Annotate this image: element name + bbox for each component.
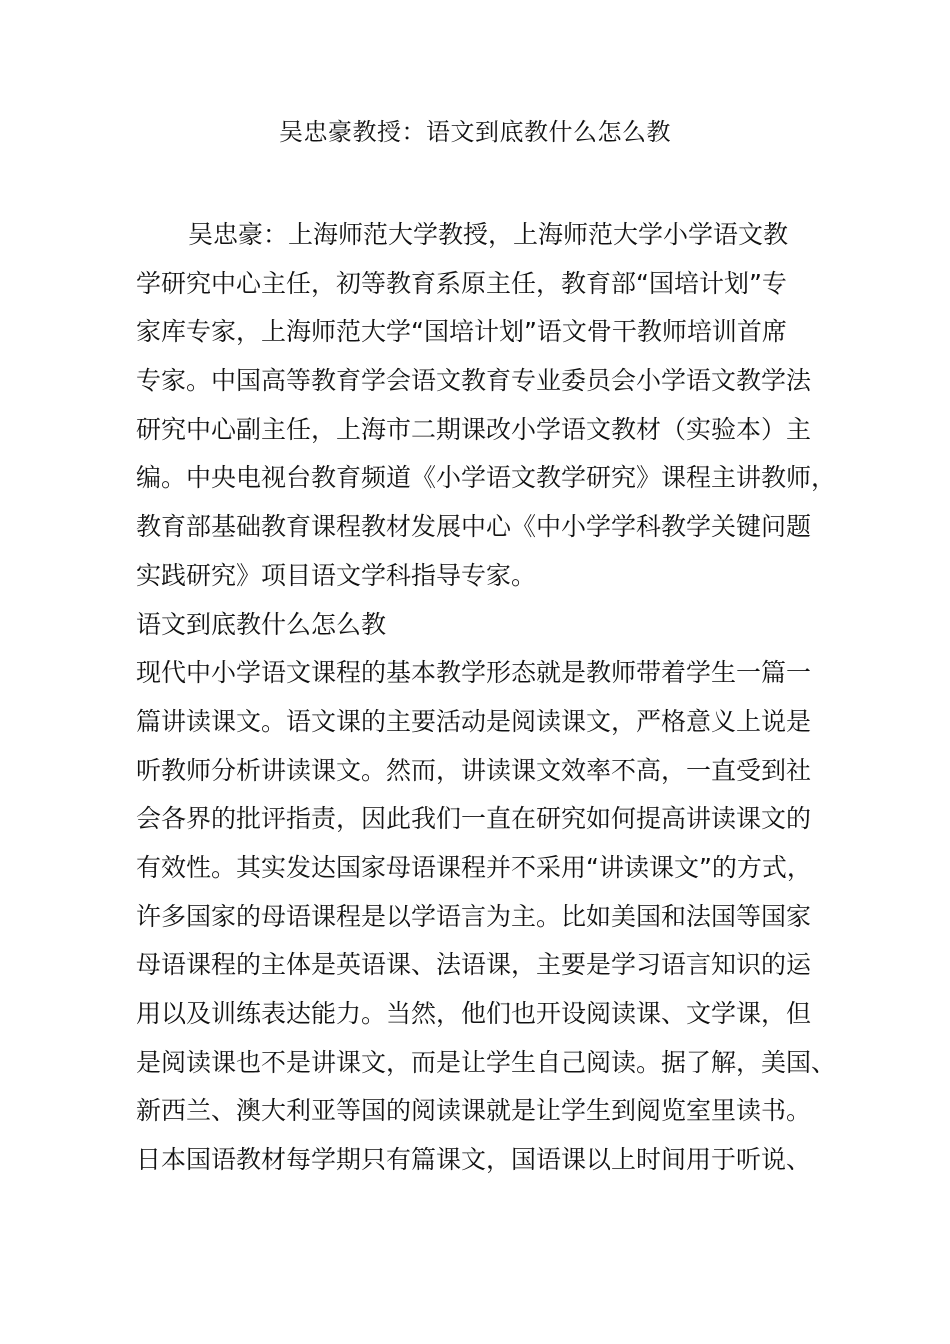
text-line: 许多国家的母语课程是以学语言为主。比如美国和法国等国家 (136, 901, 812, 931)
text-line: 家库专家，上海师范大学“国培计划”语文骨干教师培训首席 (136, 317, 787, 347)
text-line: 用以及训练表达能力。当然，他们也开设阅读课、文学课，但 (136, 999, 812, 1028)
text-line: 实践研究》项目语文学科指导专家。 (136, 560, 537, 590)
text-line: 教育部基础教育课程教材发展中心《中小学学科教学关键问题 (136, 512, 812, 542)
text-line: 日本国语教材每学期只有篇课文，国语课以上时间用于听说、 (136, 1145, 812, 1175)
text-line: 学研究中心主任，初等教育系原主任，教育部“国培计划”专 (136, 268, 787, 298)
text-line: 是阅读课也不是讲课文，而是让学生自己阅读。据了解，美国、 (136, 1047, 837, 1077)
text-line: 现代中小学语文课程的基本教学形态就是教师带着学生一篇一 (136, 658, 812, 688)
text-line: 篇讲读课文。语文课的主要活动是阅读课文，严格意义上说是 (136, 706, 812, 736)
text-line: 新西兰、澳大利亚等国的阅读课就是让学生到阅览室里读书。 (136, 1096, 812, 1126)
section-heading: 语文到底教什么怎么教 (136, 609, 387, 639)
text-line: 母语课程的主体是英语课、法语课，主要是学习语言知识的运 (136, 950, 812, 980)
text-line: 听教师分析讲读课文。然而，讲读课文效率不高，一直受到社 (136, 755, 812, 785)
text-line: 吴忠豪：上海师范大学教授，上海师范大学小学语文教 (188, 220, 789, 249)
document-body (136, 211, 836, 1185)
text-line: 专家。中国高等教育学会语文教育专业委员会小学语文教学法 (136, 366, 812, 396)
text-line: 会各界的批评指责，因此我们一直在研究如何提高讲读课文的 (136, 804, 812, 834)
text-line: 编。中央电视台教育频道《小学语文教学研究》课程主讲教师， (136, 463, 837, 493)
document-title: 吴忠豪教授：语文到底教什么怎么教 (279, 118, 671, 146)
text-line: 研究中心副主任，上海市二期课改小学语文教材（实验本）主 (136, 414, 812, 444)
text-line: 有效性。其实发达国家母语课程并不采用“讲读课文”的方式， (136, 852, 812, 882)
